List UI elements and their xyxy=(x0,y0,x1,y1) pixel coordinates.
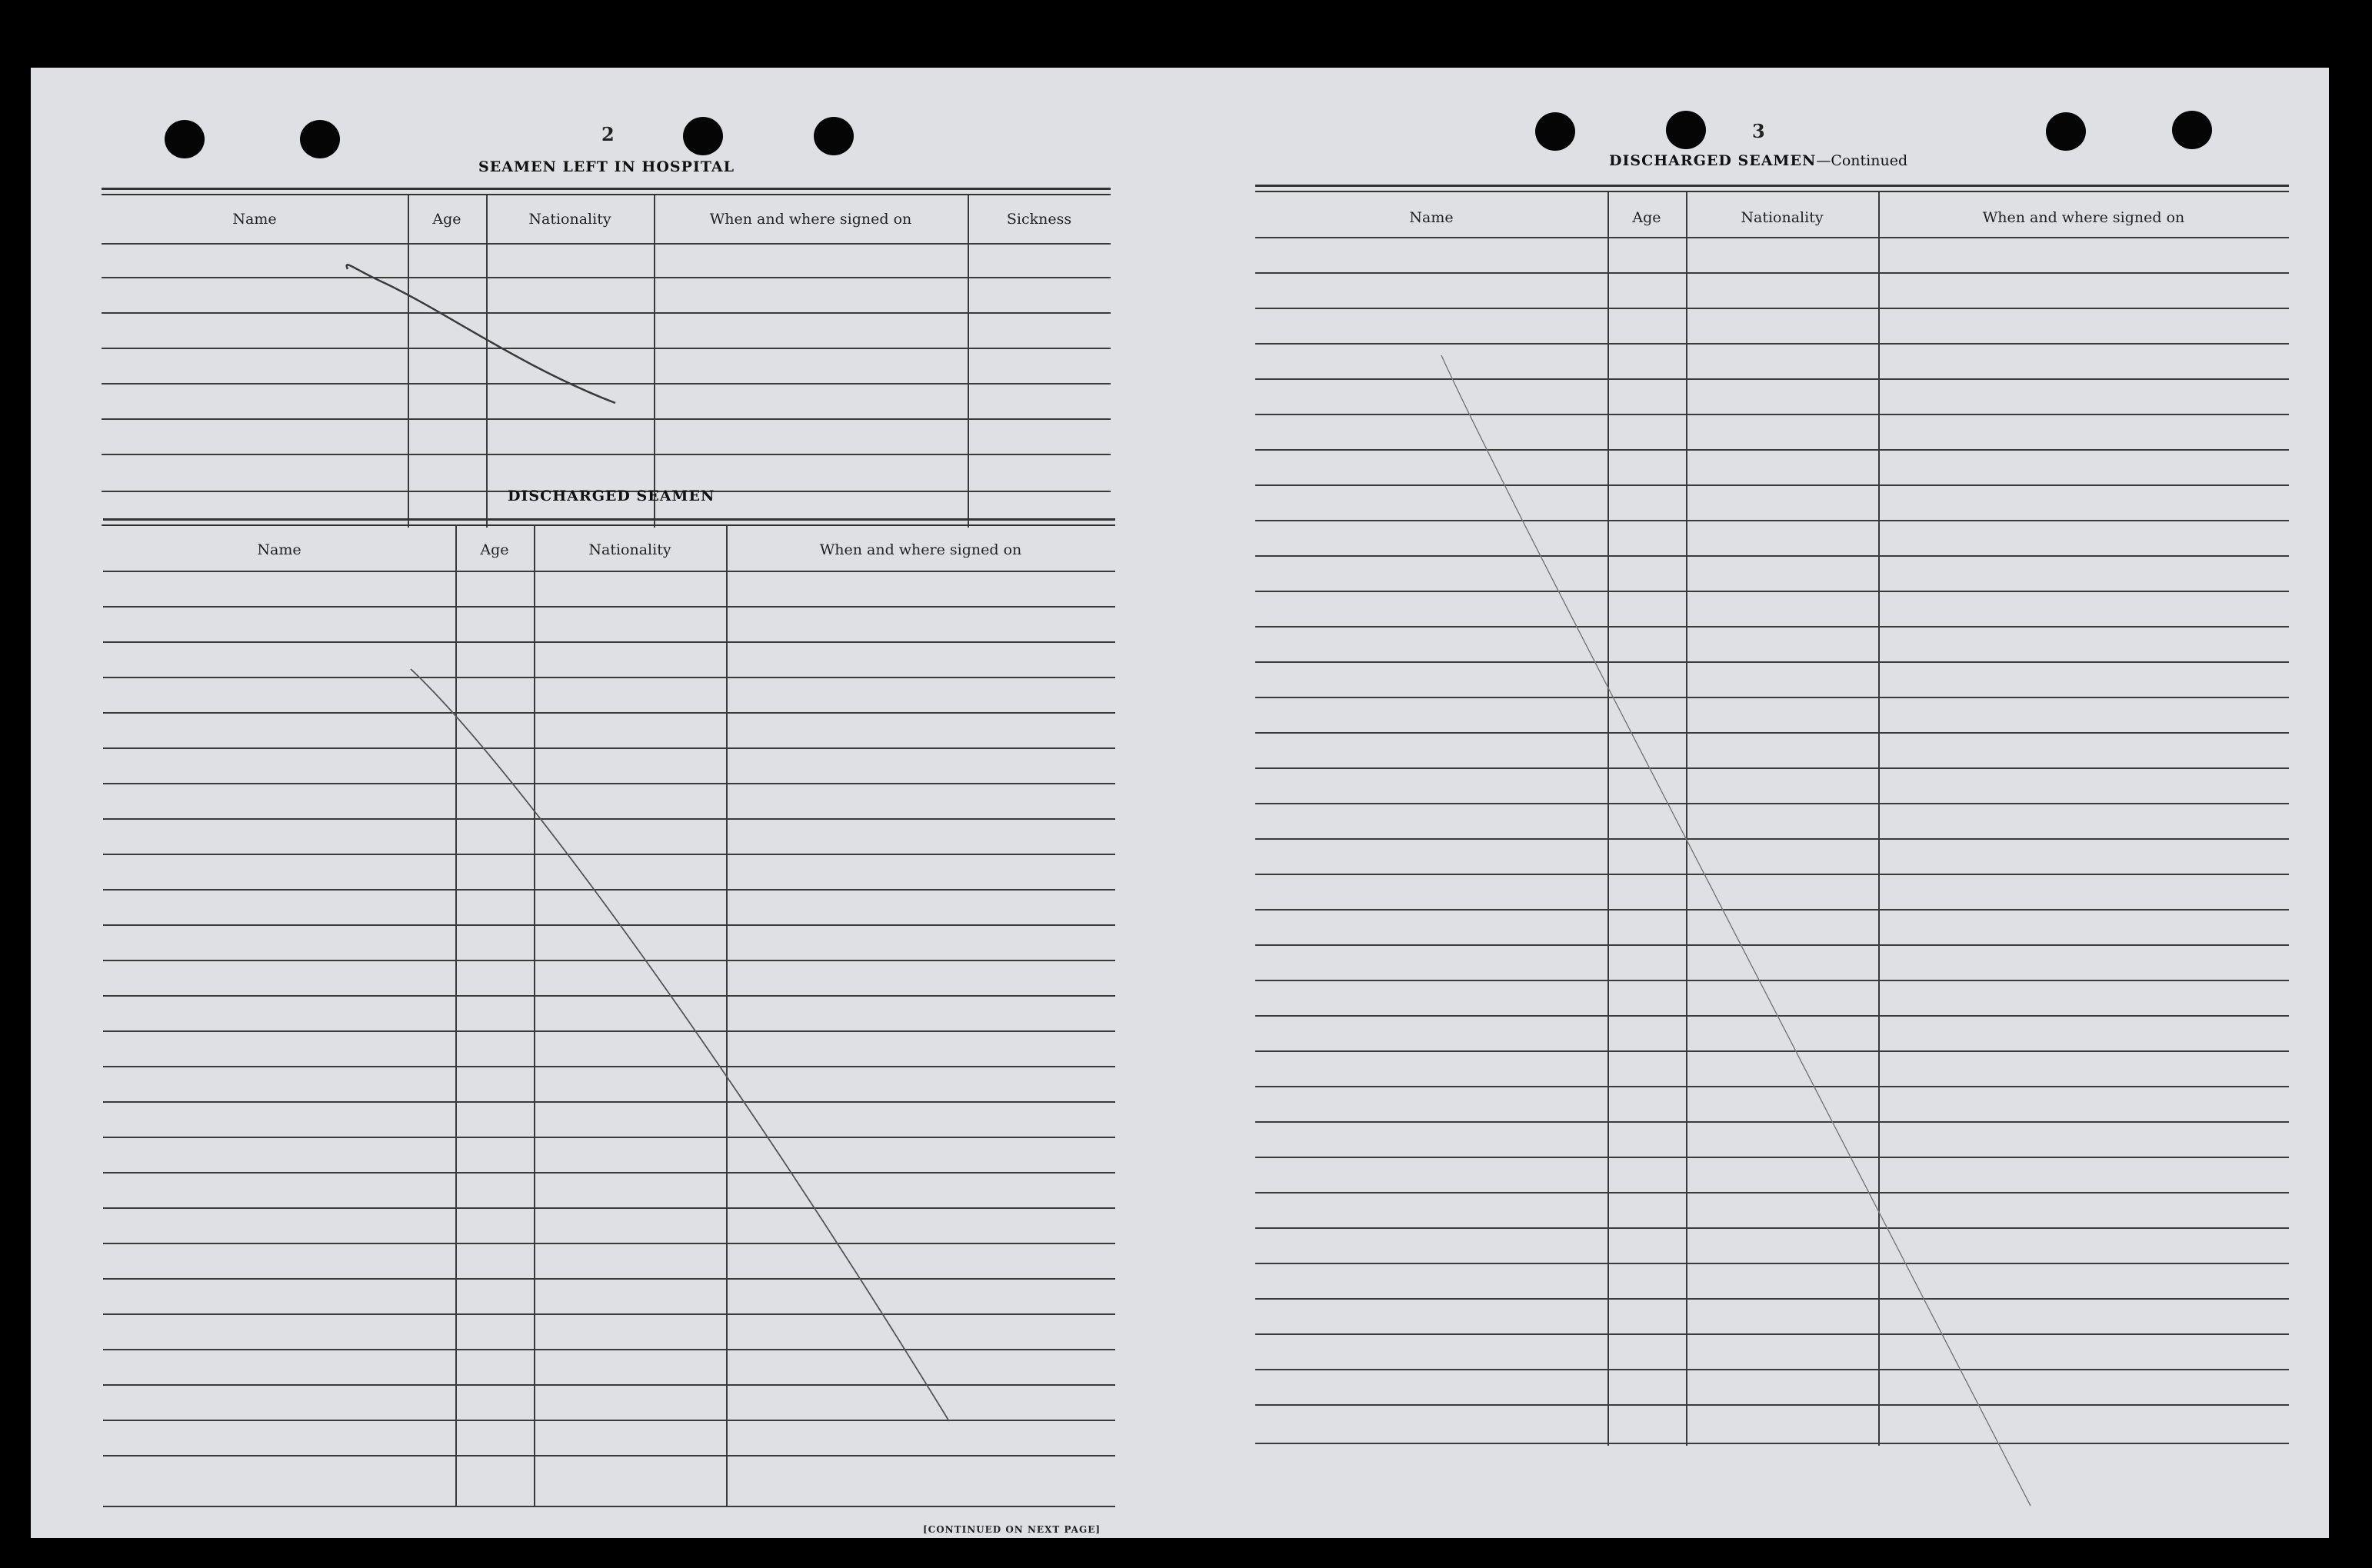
hospital-section-title: SEAMEN LEFT IN HOSPITAL xyxy=(478,158,735,175)
hospital-col-nationality: Nationality xyxy=(528,211,611,228)
discharged-col-signed-on: When and where signed on xyxy=(819,541,1022,558)
left-page-number: 2 xyxy=(601,123,615,145)
hospital-col-name: Name xyxy=(232,211,277,228)
right-page-number: 3 xyxy=(1752,120,1765,142)
discharged-col-name: Name xyxy=(257,541,301,558)
discharged-cont-col-age: Age xyxy=(1632,209,1661,226)
document-sheet xyxy=(31,68,2329,1538)
hospital-col-age: Age xyxy=(432,211,461,228)
discharged-cont-col-name: Name xyxy=(1409,209,1454,226)
discharged-cont-col-signed-on: When and where signed on xyxy=(1982,209,2185,226)
continued-footer: [CONTINUED ON NEXT PAGE] xyxy=(923,1524,1101,1535)
cancellation-strokes xyxy=(31,68,2329,1538)
discharged-col-nationality: Nationality xyxy=(588,541,671,558)
discharged-section-title: DISCHARGED SEAMEN xyxy=(508,488,715,504)
discharged-continued-title-text: DISCHARGED SEAMEN xyxy=(1609,152,1817,169)
discharged-cont-col-nationality: Nationality xyxy=(1741,209,1824,226)
discharged-col-age: Age xyxy=(480,541,509,558)
hospital-col-signed-on: When and where signed on xyxy=(709,211,912,228)
continued-suffix: —Continued xyxy=(1816,152,1908,169)
hospital-col-sickness: Sickness xyxy=(1006,211,1072,228)
